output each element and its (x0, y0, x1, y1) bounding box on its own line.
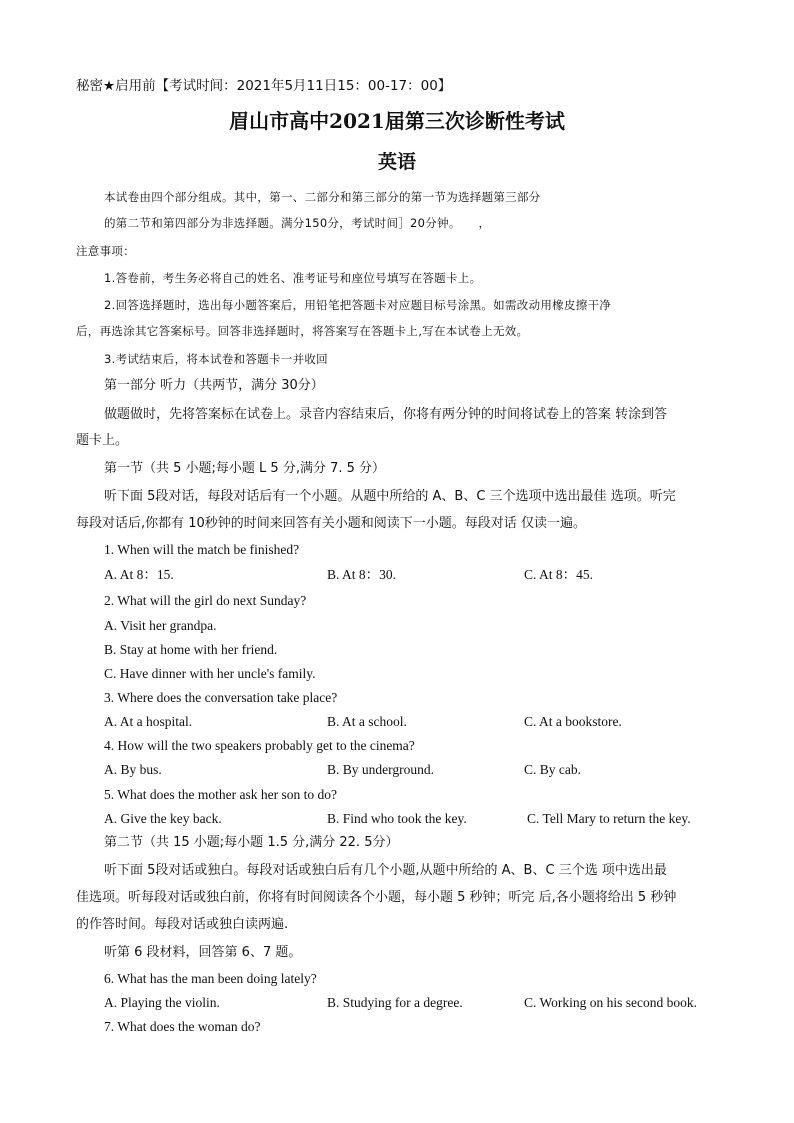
part1-desc-a: 做题做时，先将答案标在试卷上。录音内容结束后，你将有两分钟的时间将试卷上的答案 转涂到答 (104, 407, 668, 422)
exam-title: 眉山市高中2021届第三次诊断性考试 (229, 109, 565, 133)
q1-option-b: B. At 8：30. (327, 567, 397, 582)
q6-option-a: A. Playing the violin. (104, 995, 220, 1010)
confidential-line: 秘密★启用前【考试时间：2021年5月11日15：00-17：00】 (76, 78, 452, 94)
subject-title: 英语 (377, 151, 416, 173)
q6-option-c: C. Working on his second book. (524, 995, 698, 1010)
section1-heading: 第一节（共 5 小题;每小题 L 5 分,满分 7. 5 分） (104, 461, 386, 476)
question-5: 5. What does the mother ask her son to do? (104, 787, 337, 802)
question-1: 1. When will the match be finished? (104, 542, 300, 557)
q4-option-a: A. By bus. (104, 762, 162, 777)
intro-line-1: 本试卷由四个部分组成。其中，第一、二部分和第三部分的第一节为选择题第三部分 (104, 190, 541, 204)
q5-option-c: C. Tell Mary to return the key. (527, 811, 691, 826)
section2-desc-b: 佳选项。听每段对话或独白前，你将有时间阅读各个小题，每小题 5 秒钟；听完 后,各小题将给出 5 秒钟 (76, 890, 677, 905)
section2-desc-c: 的作答时间。每段对话或独白读两遍. (76, 917, 289, 932)
q2-option-a: A. Visit her grandpa. (104, 618, 217, 633)
intro-line-2: 的第二节和第四部分为非选择题。满分150分，考试时间］20分钟。 ， (104, 216, 491, 230)
section2-heading: 第二节（共 15 小题;每小题 1.5 分,满分 22. 5分） (104, 835, 399, 850)
part1-desc-b: 题卡上。 (76, 433, 129, 448)
section1-desc-a: 听下面 5段对话，每段对话后有一个小题。从题中所给的 A、B、C 三个选项中选出最佳 选项。听完 (104, 489, 676, 504)
question-2: 2. What will the girl do next Sunday? (104, 593, 307, 608)
notice-3: 3.考试结束后，将本试卷和答题卡一并收回 (104, 352, 328, 366)
material-6-label: 听第 6 段材料，回答第 6、7 题。 (104, 945, 302, 960)
q2-option-c: C. Have dinner with her uncle's family. (104, 666, 316, 681)
q2-option-b: B. Stay at home with her friend. (104, 642, 278, 657)
q3-option-b: B. At a school. (327, 714, 407, 729)
notice-1: 1.答卷前，考生务必将自己的姓名、准考证号和座位号填写在答题卡上。 (104, 271, 482, 285)
q3-option-c: C. At a bookstore. (524, 714, 622, 729)
section1-desc-b: 每段对话后,你都有 10秒钟的时间来回答有关小题和阅读下一小题。每段对话 仅读一遍。 (76, 516, 586, 531)
q6-option-b: B. Studying for a degree. (327, 995, 463, 1010)
question-6: 6. What has the man been doing lately? (104, 971, 317, 986)
section2-desc-a: 听下面 5段对话或独白。每段对话或独白后有几个小题,从题中所给的 A、B、C 三个选 项中选出最 (104, 863, 667, 878)
q3-option-a: A. At a hospital. (104, 714, 193, 729)
notice-2a: 2.回答选择题时，选出每小题答案后，用铅笔把答题卡对应题目标号涂黑。如需改动用橡皮擦干净 (104, 298, 612, 312)
notice-2b: 后，再选涂其它答案标号。回答非选择题时，将答案写在答题卡上,写在本试卷上无效。 (76, 324, 529, 338)
q1-option-c: C. At 8：45. (524, 567, 594, 582)
q5-option-b: B. Find who took the key. (327, 811, 467, 826)
question-7: 7. What does the woman do? (104, 1019, 261, 1034)
part1-heading: 第一部分 听力（共两节，满分 30分） (104, 378, 324, 393)
question-4: 4. How will the two speakers probably get to the cinema? (104, 738, 415, 753)
q1-option-a: A. At 8：15. (104, 567, 174, 582)
q5-option-a: A. Give the key back. (104, 811, 222, 826)
q4-option-c: C. By cab. (524, 762, 581, 777)
q4-option-b: B. By underground. (327, 762, 434, 777)
question-3: 3. Where does the conversation take place? (104, 690, 338, 705)
notice-label: 注意事项： (76, 244, 135, 258)
